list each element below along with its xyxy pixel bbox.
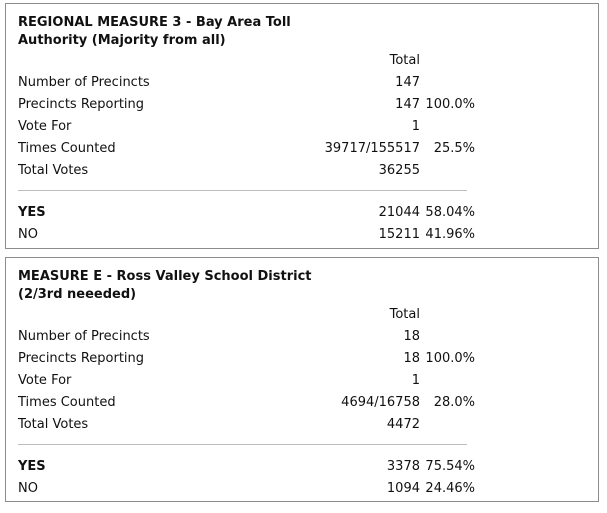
results-divider <box>18 190 467 191</box>
result-label: NO <box>18 227 38 242</box>
stat-label: Number of Precincts <box>18 75 150 90</box>
column-header-total: Total <box>389 307 420 322</box>
stat-label: Number of Precincts <box>18 329 150 344</box>
stat-value: 4472 <box>386 417 420 432</box>
stat-value: 18 <box>403 351 420 366</box>
stat-value: 147 <box>395 97 420 112</box>
measure-title-line-1: REGIONAL MEASURE 3 - Bay Area Toll <box>18 15 291 30</box>
result-percent: 41.96% <box>425 227 475 242</box>
stat-label: Times Counted <box>18 395 116 410</box>
stat-percent: 25.5% <box>433 141 475 156</box>
stat-value: 147 <box>395 75 420 90</box>
result-votes: 21044 <box>378 205 420 220</box>
stat-label: Total Votes <box>18 417 89 432</box>
measure-panel-regional-measure-3 <box>5 3 599 249</box>
stat-row-precincts-reporting <box>18 95 588 115</box>
stat-percent: 100.0% <box>425 351 475 366</box>
measure-title-line-1: MEASURE E - Ross Valley School District <box>18 269 312 284</box>
column-header-total: Total <box>389 53 420 68</box>
stat-label: Total Votes <box>18 163 89 178</box>
result-votes: 1094 <box>386 481 420 496</box>
result-label: YES <box>18 205 46 220</box>
stat-row-number-of-precincts <box>18 327 588 347</box>
measure-title-line-2: Authority (Majority from all) <box>18 33 226 48</box>
stat-label: Precincts Reporting <box>18 97 145 112</box>
result-row-yes <box>18 457 588 477</box>
stat-value: 1 <box>411 373 420 388</box>
stat-value: 4694/16758 <box>341 395 420 410</box>
stat-value: 1 <box>411 119 420 134</box>
stat-row-number-of-precincts <box>18 73 588 93</box>
results-divider <box>18 444 467 445</box>
result-row-no <box>18 479 588 499</box>
stat-row-precincts-reporting <box>18 349 588 369</box>
result-percent: 58.04% <box>425 205 475 220</box>
column-header-row <box>18 51 588 71</box>
stat-value: 39717/155517 <box>324 141 420 156</box>
measure-panel-measure-e <box>5 257 599 502</box>
stat-label: Precincts Reporting <box>18 351 145 366</box>
result-votes: 3378 <box>386 459 420 474</box>
result-row-no <box>18 225 588 245</box>
result-percent: 24.46% <box>425 481 475 496</box>
measure-title <box>18 268 338 304</box>
result-label: NO <box>18 481 38 496</box>
result-label: YES <box>18 459 46 474</box>
stat-row-vote-for <box>18 117 588 137</box>
stat-value: 18 <box>403 329 420 344</box>
stat-row-total-votes <box>18 161 588 181</box>
stat-value: 36255 <box>378 163 420 178</box>
stat-label: Times Counted <box>18 141 116 156</box>
stat-percent: 100.0% <box>425 97 475 112</box>
stat-row-times-counted <box>18 139 588 159</box>
column-header-row <box>18 305 588 325</box>
measure-title-line-2: (2/3rd neeeded) <box>18 287 137 302</box>
stat-percent: 28.0% <box>433 395 475 410</box>
stat-row-vote-for <box>18 371 588 391</box>
stat-row-total-votes <box>18 415 588 435</box>
stat-label: Vote For <box>18 373 72 388</box>
measure-title <box>18 14 338 50</box>
result-votes: 15211 <box>378 227 420 242</box>
stat-row-times-counted <box>18 393 588 413</box>
result-row-yes <box>18 203 588 223</box>
result-percent: 75.54% <box>425 459 475 474</box>
stat-label: Vote For <box>18 119 72 134</box>
